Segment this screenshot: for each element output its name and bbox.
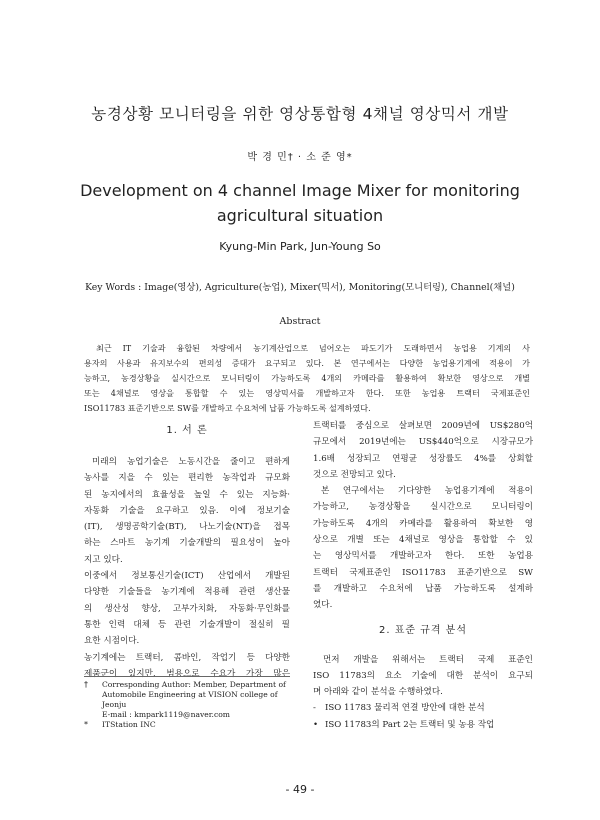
body-line: 통한 인력 대체 등 관련 기술개발이 절실히 필: [84, 619, 290, 630]
body-line: 자동화 기술을 요구하고 있음. 이에 정보기술: [84, 505, 290, 516]
body-line: 미래의 농업기술은 노동시간을 줄이고 편하게: [92, 457, 290, 467]
abstract-line: 최근 IT 기술과 융합된 차량에서 농기계산업으로 넘어오는 파도기가 도래하면서 농업용 기계의 사: [96, 343, 530, 353]
list-item-text: ISO 11783의 Part 2는 트랙터 및 농용 작업: [325, 719, 495, 730]
english-title: [0, 178, 600, 228]
body-line: 의 생산성 향상, 고부가치화, 자동화·무인화를: [84, 603, 290, 614]
korean-title: 농경상황 모니터링을 위한 영상통합형 4채널 영상믹서 개발: [91, 105, 509, 123]
footnote-line: Automobile Engineering at VISION college of Jeonju: [102, 690, 278, 709]
body-line: 상으로 개별 또는 4채널로 영상을 통합할 수 있: [313, 535, 533, 546]
keywords: Key Words : Image(영상), Agriculture(농업), Mixer(믹서), Monitoring(모니터링), Channel(채널): [85, 282, 515, 293]
abstract-line: 용자의 사용과 유지보수의 편의성 증대가 요구되고 있다. 본 연구에서는 다양한 농업용기계에 적용이 가: [84, 358, 530, 368]
footnote-line: Corresponding Author: Member, Department of: [102, 680, 286, 689]
footnotes: [84, 680, 294, 730]
dash-marker: -: [313, 703, 316, 714]
body-line: (IT), 생명공학기술(BT), 나노기술(NT)을 접목: [84, 522, 290, 533]
footnote-corresponding-author: [84, 680, 294, 720]
footnote-email: E-mail : kmpark1119@naver.com: [102, 710, 230, 719]
body-line: 것으로 전망되고 있다.: [313, 469, 396, 480]
body-line: ISO 11783의 요소 기술에 대한 분석이 요구되: [313, 670, 533, 681]
list-item: [313, 700, 533, 716]
body-line: 제품군이 있지만, 범용으로 수요가 가장 많은: [84, 668, 290, 679]
abstract-body: [84, 341, 530, 416]
body-line: 트랙터 국제표준인 ISO11783 표준기반으로 SW: [313, 567, 533, 578]
body-line: 요한 시점이다.: [84, 636, 140, 647]
body-line: 이중에서 정보통신기술(ICT) 산업에서 개발된: [84, 571, 290, 582]
footnote-line: ITStation INC: [102, 720, 156, 729]
body-line: 본 연구에서는 기다양한 농업용기계에 적용이: [321, 486, 533, 497]
body-line: 트랙터를 중심으로 살펴보면 2009년에 US$280억: [313, 421, 533, 431]
section2-heading: 2. 표준 규격 분석: [378, 624, 468, 636]
abstract-line: 또는 4채널로 영상을 통합할 수 있는 영상믹서를 개발하고자 한다. 또한 농업용 트랙터 국제표준인: [84, 388, 530, 398]
body-line: 하는 스마트 농기계 기술개발의 필요성이 높아: [84, 538, 290, 549]
footnote-mark: *: [84, 720, 88, 729]
body-line: 농사를 지을 수 있는 편리한 농작업과 규모화: [84, 473, 290, 484]
section1-heading: 1. 서 론: [166, 425, 208, 436]
body-line: 1.6배 성장되고 연평균 성장률도 4%를 상회할: [313, 453, 533, 464]
body-line: 규모에서 2019년에는 US$440억으로 시장규모가: [313, 437, 533, 448]
list-item-text: ISO 11783 물리적 연결 방안에 대한 분석: [325, 703, 485, 714]
english-title-line2: agricultural situation: [216, 206, 384, 225]
body-line: 된 농지에서의 효율성을 높일 수 있는 지능화·: [84, 489, 290, 500]
abstract-line: ISO11783 표준기반으로 SW를 개발하고 수요처에 납품 가능하도록 설계하였다.: [84, 403, 371, 413]
body-line: 먼저 개발을 위해서는 트랙터 국제 표준인: [323, 654, 533, 665]
footnote-mark: †: [84, 680, 88, 689]
body-line: 지고 있다.: [84, 554, 123, 565]
left-column: [84, 418, 290, 682]
body-line: 가능하고, 농경상황을 실시간으로 모니터링이: [313, 502, 533, 513]
authors-english: Kyung-Min Park, Jun-Young So: [219, 240, 381, 253]
bullet-marker: •: [313, 719, 319, 730]
analysis-list: [313, 700, 533, 733]
body-line: 가능하도록 4개의 카메라를 활용하여 확보한 영: [313, 518, 533, 529]
body-line: 였다.: [313, 600, 333, 611]
body-line: 농기계에는 트랙터, 콤바인, 작업기 등 다양한: [84, 652, 290, 663]
footnote-affiliation: [84, 720, 294, 730]
body-line: 는 영상믹서를 개발하고자 한다. 또한 농업용: [313, 551, 533, 562]
footnote-divider: [84, 676, 290, 677]
abstract-line: 능하고, 농경상황을 실시간으로 모니터링이 가능하도록 4개의 카메라를 활용하여 확보한 영상으로 개별: [84, 373, 530, 383]
list-item: [313, 717, 533, 733]
body-line: 다양한 기술들을 농기계에 적용해 관련 생산물: [84, 587, 290, 598]
abstract-heading: Abstract: [279, 316, 321, 327]
page-number: - 49 -: [285, 783, 315, 796]
authors-korean: 박 경 민† · 소 준 영*: [247, 152, 353, 163]
body-line: 를 개발하고 수요처에 납품 가능하도록 설계하: [313, 583, 533, 594]
english-title-line1: Development on 4 channel Image Mixer for monitoring: [80, 181, 520, 200]
body-line: 며 아래와 같이 분석을 수행하였다.: [313, 687, 443, 698]
right-column: [313, 418, 533, 733]
